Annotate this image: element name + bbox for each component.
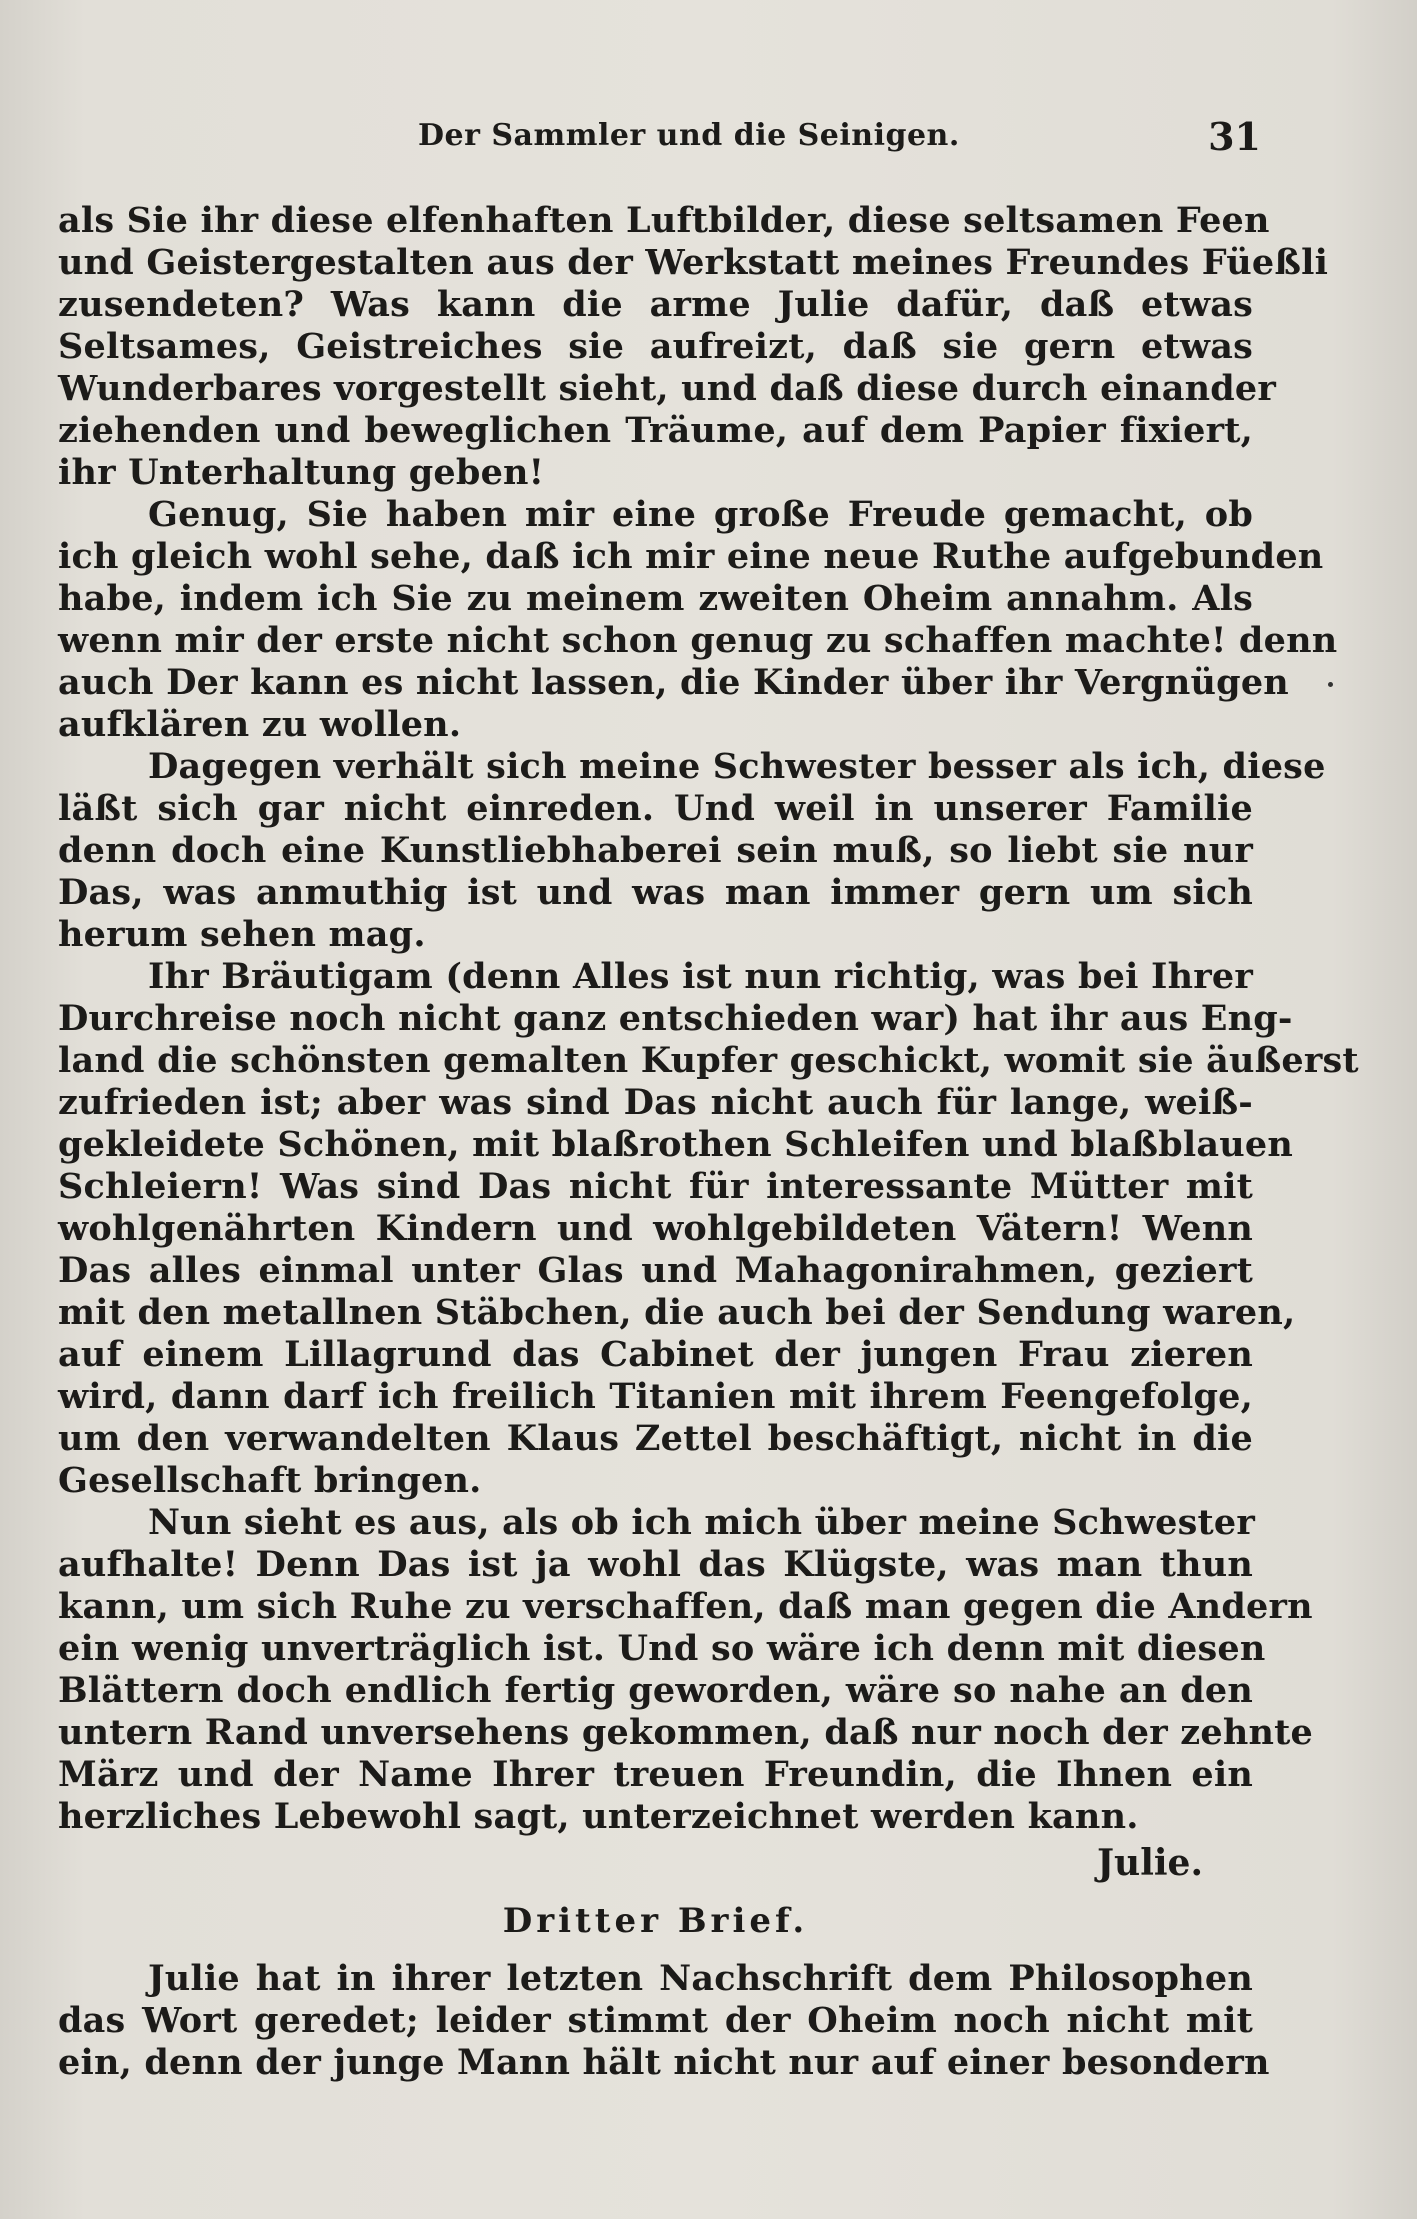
paragraph [58, 746, 1326, 956]
text-line: Wunderbares vorgestellt sieht, und daß diese durch einander [58, 368, 1277, 409]
text-line: land die schönsten gemalten Kupfer geschickt, womit sie äußerst [58, 1040, 1359, 1081]
text-line: auf einem Lillagrund das Cabinet der jungen Frau zieren [58, 1334, 1253, 1375]
text-line: ihr Unterhaltung geben! [58, 452, 545, 493]
text-line: Schleiern! Was sind Das nicht für interessante Mütter mit [58, 1166, 1253, 1207]
signature: Julie. [1097, 1842, 1203, 1884]
text-line: wird, dann darf ich freilich Titanien mit ihrem Feengefolge, [58, 1376, 1253, 1417]
paragraph [58, 956, 1359, 1502]
text-line: aufhalte! Denn Das ist ja wohl das Klügste, was man thun [58, 1544, 1253, 1585]
text-line: Das, was anmuthig ist und was man immer gern um sich [58, 872, 1253, 913]
text-line: um den verwandelten Klaus Zettel beschäftigt, nicht in die [58, 1418, 1253, 1459]
text-line: kann, um sich Ruhe zu verschaffen, daß man gegen die Andern [58, 1586, 1313, 1627]
text-line: denn doch eine Kunstliebhaberei sein muß, so liebt sie nur [58, 830, 1253, 871]
text-line: habe, indem ich Sie zu meinem zweiten Oheim annahm. Als [58, 578, 1253, 619]
paragraph [58, 1502, 1313, 1838]
text-line: Genug, Sie haben mir eine große Freude gemacht, ob [148, 494, 1253, 535]
text-line: ein wenig unverträglich ist. Und so wäre ich denn mit diesen [58, 1628, 1266, 1669]
page-header [58, 114, 1261, 168]
text-line: als Sie ihr diese elfenhaften Luftbilder, diese seltsamen Feen [58, 200, 1270, 241]
text-line: Seltsames, Geistreiches sie aufreizt, daß sie gern etwas [58, 326, 1253, 367]
text-line: wohlgenährten Kindern und wohlgebildeten Vätern! Wenn [58, 1208, 1253, 1249]
text-line: auch Der kann es nicht lassen, die Kinder über ihr Vergnügen [58, 662, 1289, 703]
text-line: gekleidete Schönen, mit blaßrothen Schleifen und blaßblauen [58, 1124, 1293, 1165]
text-line: Gesellschaft bringen. [58, 1460, 482, 1501]
text-line: Julie hat in ihrer letzten Nachschrift dem Philosophen [148, 1958, 1253, 1999]
text-line: zufrieden ist; aber was sind Das nicht auch für lange, weiß- [58, 1082, 1253, 1123]
text-line: wenn mir der erste nicht schon genug zu schaffen machte! denn [58, 620, 1338, 661]
text-line: März und der Name Ihrer treuen Freundin, die Ihnen ein [58, 1754, 1253, 1795]
text-line: Nun sieht es aus, als ob ich mich über meine Schwester [148, 1502, 1255, 1543]
text-line: Dagegen verhält sich meine Schwester besser als ich, diese [148, 746, 1326, 787]
text-line: untern Rand unversehens gekommen, daß nur noch der zehnte [58, 1712, 1313, 1753]
text-line: das Wort geredet; leider stimmt der Oheim noch nicht mit [58, 2000, 1253, 2041]
text-line: aufklären zu wollen. [58, 704, 462, 745]
paragraph [58, 1958, 1270, 2084]
text-line: Durchreise noch nicht ganz entschieden war) hat ihr aus Eng- [58, 998, 1293, 1039]
text-line: Ihr Bräutigam (denn Alles ist nun richtig, was bei Ihrer [148, 956, 1253, 997]
text-line: Blättern doch endlich fertig geworden, wäre so nahe an den [58, 1670, 1253, 1711]
text-line: ich gleich wohl sehe, daß ich mir eine neue Ruthe aufgebunden [58, 536, 1324, 577]
text-line: ziehenden und beweglichen Träume, auf dem Papier fixiert, [58, 410, 1253, 451]
text-line: zusendeten? Was kann die arme Julie dafür, daß etwas [58, 284, 1253, 325]
page-body [58, 200, 1359, 2084]
text-line: Das alles einmal unter Glas und Mahagonirahmen, geziert [58, 1250, 1253, 1291]
text-line: mit den metallnen Stäbchen, die auch bei der Sendung waren, [58, 1292, 1296, 1333]
paragraph [58, 494, 1338, 746]
paragraph [58, 200, 1329, 494]
page-number: 31 [1208, 114, 1261, 159]
ink-speck [1328, 682, 1333, 687]
text-line: ein, denn der junge Mann hält nicht nur auf einer besondern [58, 2042, 1270, 2083]
text-line: herum sehen mag. [58, 914, 426, 955]
running-head: Der Sammler und die Seinigen. [418, 118, 960, 153]
section-heading: Dritter Brief. [502, 1901, 809, 1941]
text-line: und Geistergestalten aus der Werkstatt meines Freundes Füeßli [58, 242, 1329, 283]
text-line: läßt sich gar nicht einreden. Und weil in unserer Familie [58, 788, 1253, 829]
text-line: herzliches Lebewohl sagt, unterzeichnet werden kann. [58, 1796, 1139, 1837]
